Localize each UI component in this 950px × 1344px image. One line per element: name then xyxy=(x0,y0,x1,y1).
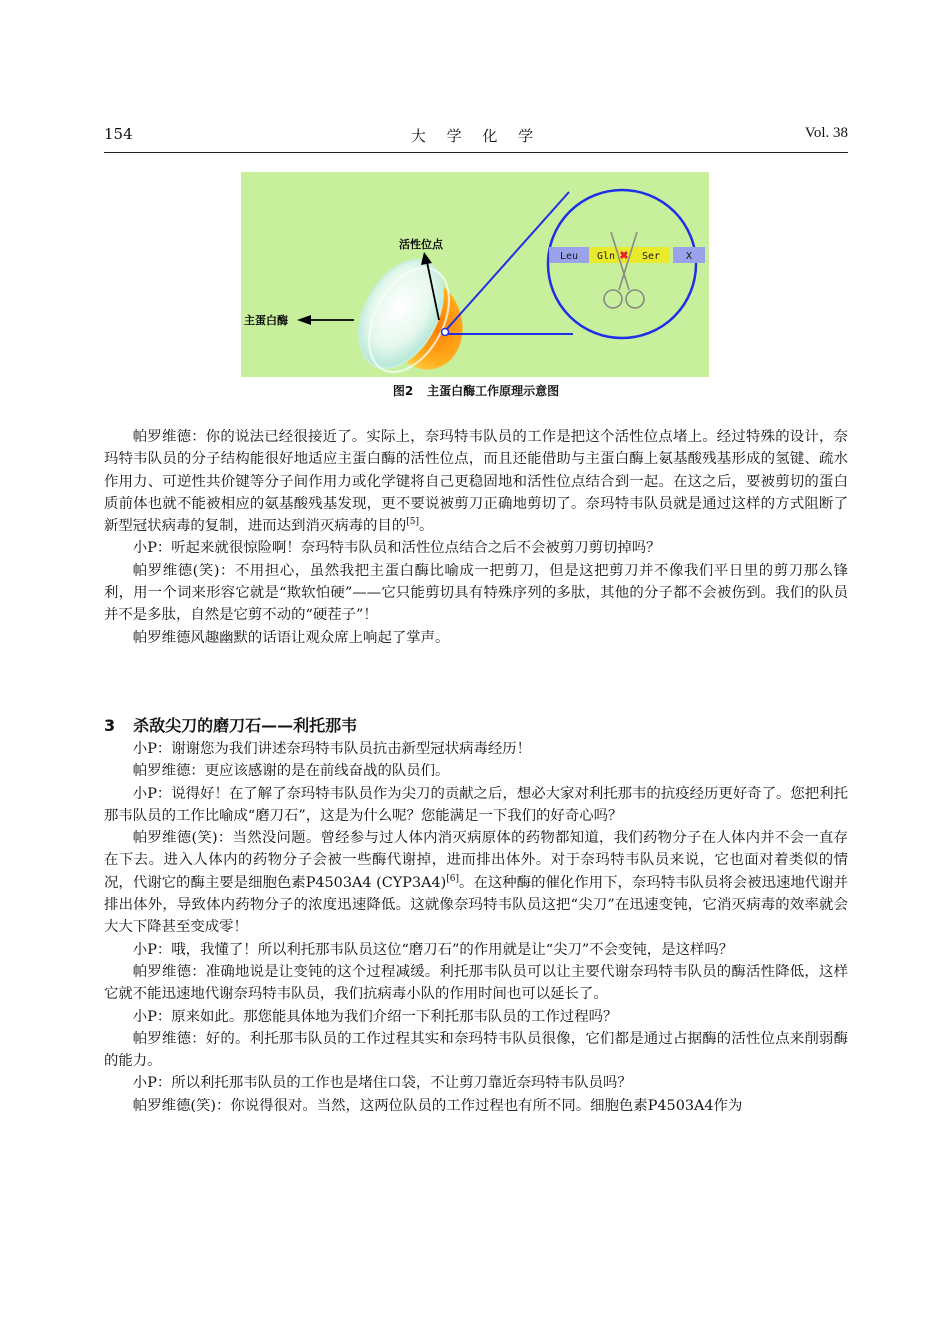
paragraph: 小P：说得好！在了解了奈玛特韦队员作为尖刀的贡献之后，想必大家对利托那韦的抗疫经历更好奇了。您把利托那韦队员的工作比喻成“磨刀石”，这是为什么呢？您能满足一下我们的好奇心吗？ xyxy=(104,785,848,824)
paragraph: 帕罗维德(笑)：你说得很对。当然，这两位队员的工作过程也有所不同。细胞色素P4503A4作为 xyxy=(132,1097,743,1114)
paragraph: 帕罗维德：更应该感谢的是在前线奋战的队员们。 xyxy=(132,763,450,780)
label-main-protease: 主蛋白酶 xyxy=(244,314,288,327)
figure-caption-number: 图2 xyxy=(392,384,414,398)
paragraph: 帕罗维德：好的。利托那韦队员的工作过程其实和奈玛特韦队员很像，它们都是通过占据酶的活性位点来削弱酶的能力。 xyxy=(104,1030,848,1070)
section-heading xyxy=(104,713,848,736)
paragraph xyxy=(104,827,848,938)
paragraph-text: 帕罗维德：你的说法已经很接近了。实际上，奈玛特韦队员的工作是把这个活性位点堵上。经过特殊的设计，奈玛特韦队员的分子结构能很好地适应主蛋白酶的活性位点，而且还能借助与主蛋白酶上氨基酸残基形成的氢键、疏水作用力、可逆性共价键等分子间作用力或化学键将自己更稳固地和活性位点结合到一起。在这之后，要被剪切的蛋白质前体也就不能被相应的氨基酸残基发现，更不要说被剪刀正确地剪切了。奈玛特韦队员就是通过这样的方式阻断了新型冠状病毒的复制，进而达到消灭病毒的目的 xyxy=(104,429,848,535)
paragraph: 小P：原来如此。那您能具体地为我们介绍一下利托那韦队员的工作过程吗？ xyxy=(132,1008,618,1025)
paragraph: 小P：哦，我懂了！所以利托那韦队员这位“磨刀石”的作用就是让“尖刀”不会变钝，是这样吗？ xyxy=(132,941,734,958)
cleave-mark: ✖ xyxy=(619,249,629,262)
paragraph: 帕罗维德风趣幽默的话语让观众席上响起了掌声。 xyxy=(132,629,450,646)
active-site-arrowhead xyxy=(421,252,432,265)
header-rule xyxy=(104,152,848,153)
volume-label: Vol. 38 xyxy=(804,125,848,141)
citation-ref: [5] xyxy=(406,517,419,528)
paragraph: 帕罗维德(笑)：不用担心，虽然我把主蛋白酶比喻成一把剪刀，但是这把剪刀并不像我们平日里的剪刀那么锋利，用一个词来形容它就是“欺软怕硬”——它只能剪切具有特殊序列的多肽，其他的分子都不会被伤到。我们的队员并不是多肽，自然是它剪不动的“硬茬子”！ xyxy=(104,562,848,624)
paragraph: 小P：谢谢您为我们讲述奈玛特韦队员抗击新型冠状病毒经历！ xyxy=(132,741,532,757)
section-title: 杀敌尖刀的磨刀石——利托那韦 xyxy=(133,716,358,735)
body-text-top xyxy=(104,426,848,649)
zoom-origin xyxy=(442,329,449,336)
paragraph xyxy=(104,426,848,537)
section-number: 3 xyxy=(104,716,116,735)
residue-leu: Leu xyxy=(559,251,579,262)
paragraph-text: 。在这种酶的催化作用下，奈玛特韦队员将会被迅速地代谢并排出体外，导致体内药物分子的浓度迅速降低。这就像奈玛特韦队员这把“尖刀”在迅速变钝，它消灭病毒的效率就会大大下降甚至变成零！ xyxy=(104,874,848,936)
citation-ref: [6] xyxy=(446,873,460,884)
main-protease-arrowhead xyxy=(297,315,311,325)
residue-x: X xyxy=(685,251,693,262)
protease-diagram xyxy=(241,172,709,377)
residue-gln: Gln xyxy=(596,251,616,262)
label-active-site: 活性位点 xyxy=(399,238,443,251)
page-number: 154 xyxy=(104,125,133,143)
zoom-circle xyxy=(548,190,696,338)
paragraph-text: 。 xyxy=(418,518,434,535)
body-text-bottom xyxy=(104,738,848,1117)
journal-title: 大 学 化 学 xyxy=(410,127,542,145)
running-header xyxy=(104,123,848,149)
paragraph: 小P：所以利托那韦队员的工作也是堵住口袋，不让剪刀靠近奈玛特韦队员吗？ xyxy=(132,1075,632,1092)
figure-caption xyxy=(104,382,848,399)
figure-main-protease xyxy=(241,172,709,377)
residue-ser: Ser xyxy=(641,251,661,262)
paragraph: 帕罗维德：准确地说是让变钝的这个过程减缓。利托那韦队员可以让主要代谢奈玛特韦队员的酶活性降低，这样它就不能迅速地代谢奈玛特韦队员，我们抗病毒小队的作用时间也可以延长了。 xyxy=(104,963,848,1003)
figure-caption-text: 主蛋白酶工作原理示意图 xyxy=(427,384,560,398)
paragraph: 小P：听起来就很惊险啊！奈玛特韦队员和活性位点结合之后不会被剪刀剪切掉吗？ xyxy=(132,540,661,557)
paragraph-text: 帕罗维德(笑)：当然没问题。曾经参与过人体内消灭病原体的药物都知道，我们药物分子在人体内并不会一直存在下去。进入人体内的药物分子会被一些酶代谢掉，进而排出体外。对于奈玛特韦队员来说，它也面对着类似的情况，代谢它的酶主要是细胞色素P4503A4 (CYP3A4) xyxy=(104,830,848,891)
